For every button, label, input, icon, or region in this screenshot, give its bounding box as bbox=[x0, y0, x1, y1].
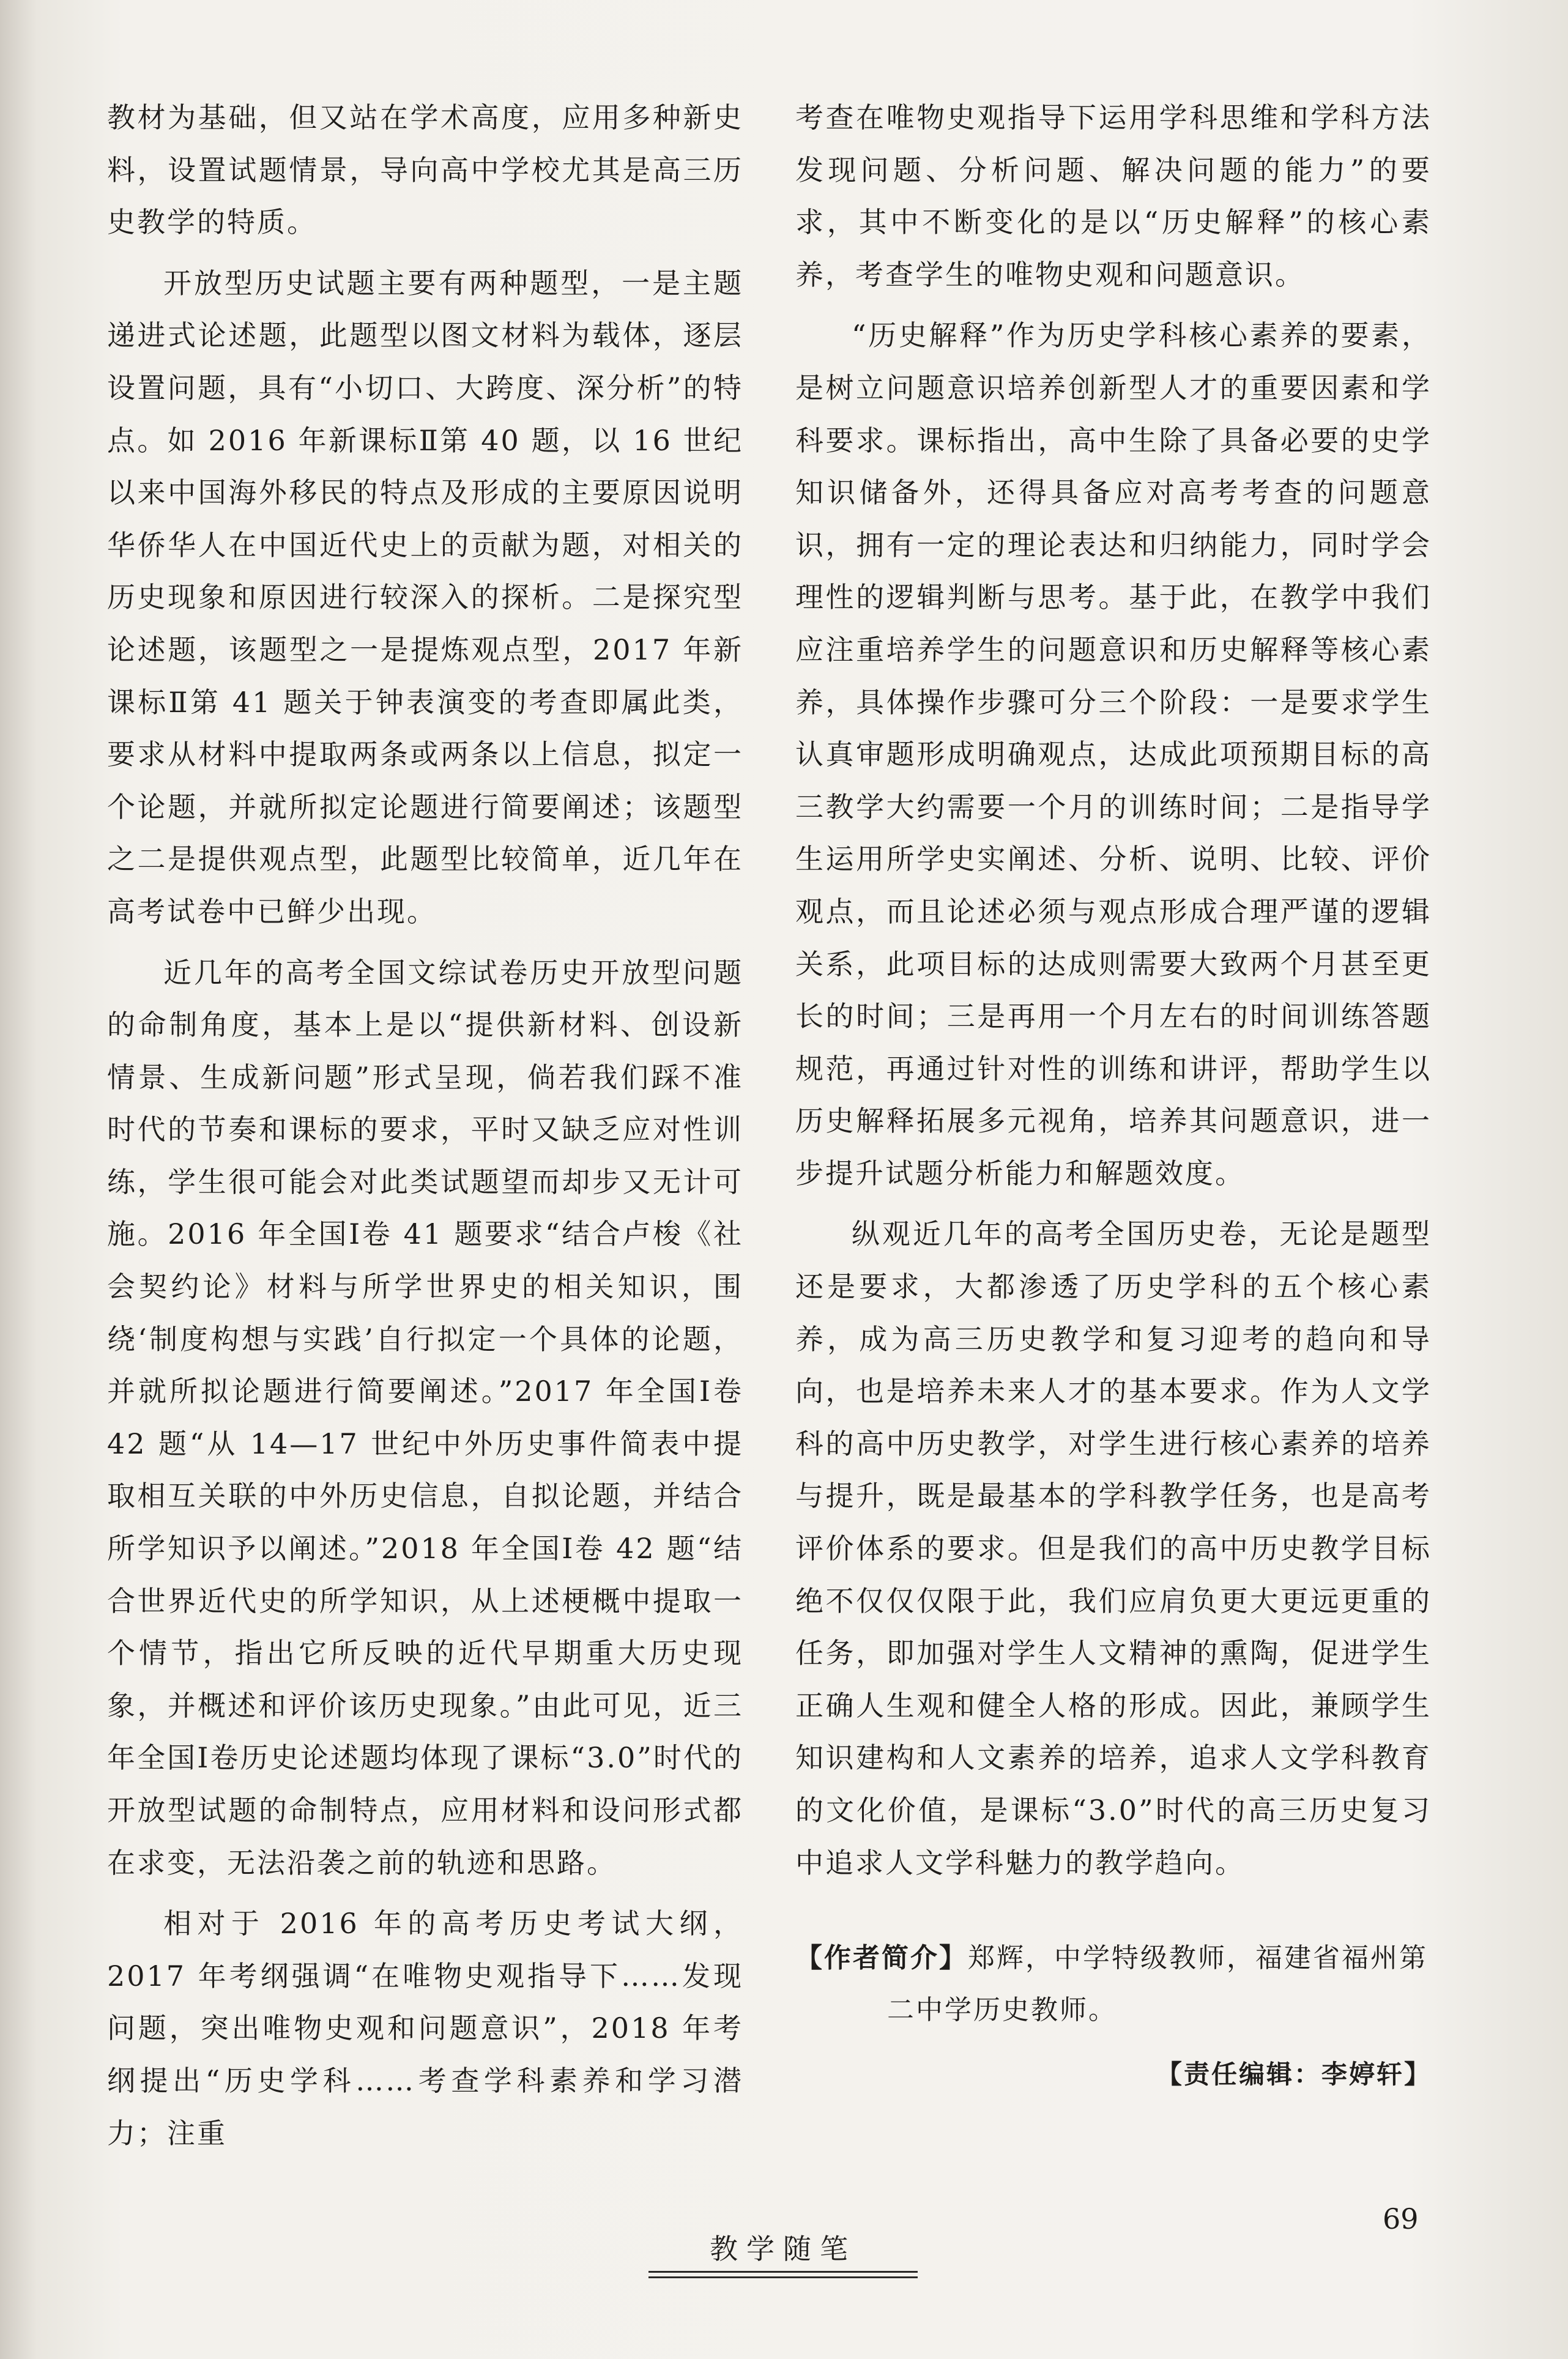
paragraph-conclusion: 纵观近几年的高考全国历史卷，无论是题型还是要求，大都渗透了历史学科的五个核心素养，成为高三历史教学和复习迎考的趋向和导向，也是培养未来人才的基本要求。作为人文学科的高中历史教学，对学生进行核心素养的培养与提升，既是最基本的学科教学任务，也是高考评价体系的要求。但是我们的高中历史教学目标绝不仅仅仅限于此，我们应肩负更大更远更重的任务，即加强对学生人文精神的熏陶，促进学生正确人生观和健全人格的形成。因此，兼顾学生知识建构和人文素养的培养，追求人文学科教育的文化价值，是课标“3.0”时代的高三历史复习中追求人文学科魅力的教学趋向。 bbox=[795, 1217, 1432, 1879]
paragraph-continued: 教材为基础，但又站在学术高度，应用多种新史料，设置试题情景，导向高中学校尤其是高三历史教学的特质。 bbox=[107, 101, 743, 239]
author-bio-line1: 郑辉，中学特级教师，福建省福州第 bbox=[968, 1942, 1428, 1974]
paragraph-question-types: 开放型历史试题主要有两种题型，一是主题递进式论述题，此题型以图文材料为载体，逐层设置问题，具有“小切口、大跨度、深分析”的特点。如 2016 年新课标Ⅱ第 40 题，以 16 世纪以来中国海外移民的特点及形成的主要原因说明华侨华人在中国近代史上的贡献为题，对相关的历史现象和原因进行较深入的探析。二是探究型论述题，该题型之一是提炼观点型，2017 年新课标Ⅱ第 41 题关于钟表演变的考查即属此类，要求从材料中提取两条或两条以上信息，拟定一个论题，并就所拟定论题进行简要阐述；该题型之二是提供观点型，此题型比较简单，近几年在高考试卷中已鲜少出现。 bbox=[107, 266, 743, 928]
author-bio-line2: 二中学历史教师。 bbox=[887, 1994, 1117, 2026]
page-number: 69 bbox=[1383, 2202, 1419, 2235]
paragraph-syllabus: 相对于 2016 年的高考历史考试大纲，2017 年考纲强调“在唯物史观指导下……发现问题，突出唯物史观和问题意识”，2018 年考纲提出“历史学科……考查学科素养和学习潜力；注重 bbox=[107, 1907, 743, 2150]
left-column bbox=[107, 92, 743, 2160]
footer-double-rule bbox=[648, 2271, 918, 2278]
paragraph-exam-analysis: 近几年的高考全国文综试卷历史开放型问题的命制角度，基本上是以“提供新材料、创设新情景、生成新问题”形式呈现，倘若我们踩不准时代的节奏和课标的要求，平时又缺乏应对性训练，学生很可能会对此类试题望而却步又无计可施。2016 年全国Ⅰ卷 41 题要求“结合卢梭《社会契约论》材料与所学世界史的相关知识，围绕‘制度构想与实践’自行拟定一个具体的论题，并就所拟论题进行简要阐述。”2017 年全国Ⅰ卷 42 题“从 14—17 世纪中外历史事件简表中提取相互关联的中外历史信息，自拟论题，并结合所学知识予以阐述。”2018 年全国Ⅰ卷 42 题“结合世界近代史的所学知识，从上述梗概中提取一个情节，指出它所反映的近代早期重大历史现象，并概述和评价该历史现象。”由此可见，近三年全国Ⅰ卷历史论述题均体现了课标“3.0”时代的开放型试题的命制特点，应用材料和设问形式都在求变，无法沿袭之前的轨迹和思路。 bbox=[107, 956, 743, 1879]
right-column bbox=[795, 92, 1432, 2101]
author-bio-tag: 【作者简介】 bbox=[795, 1942, 968, 1974]
author-bio bbox=[795, 1932, 1432, 2036]
paragraph-historical-explanation: “历史解释”作为历史学科核心素养的要素，是树立问题意识培养创新型人才的重要因素和学科要求。课标指出，高中生除了具备必要的史学知识储备外，还得具备应对高考考查的问题意识，拥有一定的理论表达和归纳能力，同时学会理性的逻辑判断与思考。基于此，在教学中我们应注重培养学生的问题意识和历史解释等核心素养，具体操作步骤可分三个阶段：一是要求学生认真审题形成明确观点，达成此项预期目标的高三教学大约需要一个月的训练时间；二是指导学生运用所学史实阐述、分析、说明、比较、评价观点，而且论述必须与观点形成合理严谨的逻辑关系，此项目标的达成则需要大致两个月甚至更长的时间；三是再用一个月左右的时间训练答题规范，再通过针对性的训练和讲评，帮助学生以历史解释拓展多元视角，培养其问题意识，进一步提升试题分析能力和解题效度。 bbox=[795, 319, 1432, 1190]
section-label: 教学随笔 bbox=[710, 2232, 856, 2265]
paragraph-requirements: 考查在唯物史观指导下运用学科思维和学科方法发现问题、分析问题、解决问题的能力”的要求，其中不断变化的是以“历史解释”的核心素养，考查学生的唯物史观和问题意识。 bbox=[795, 101, 1432, 291]
responsible-editor: 【责任编辑：李婷轩】 bbox=[1156, 2059, 1432, 2090]
